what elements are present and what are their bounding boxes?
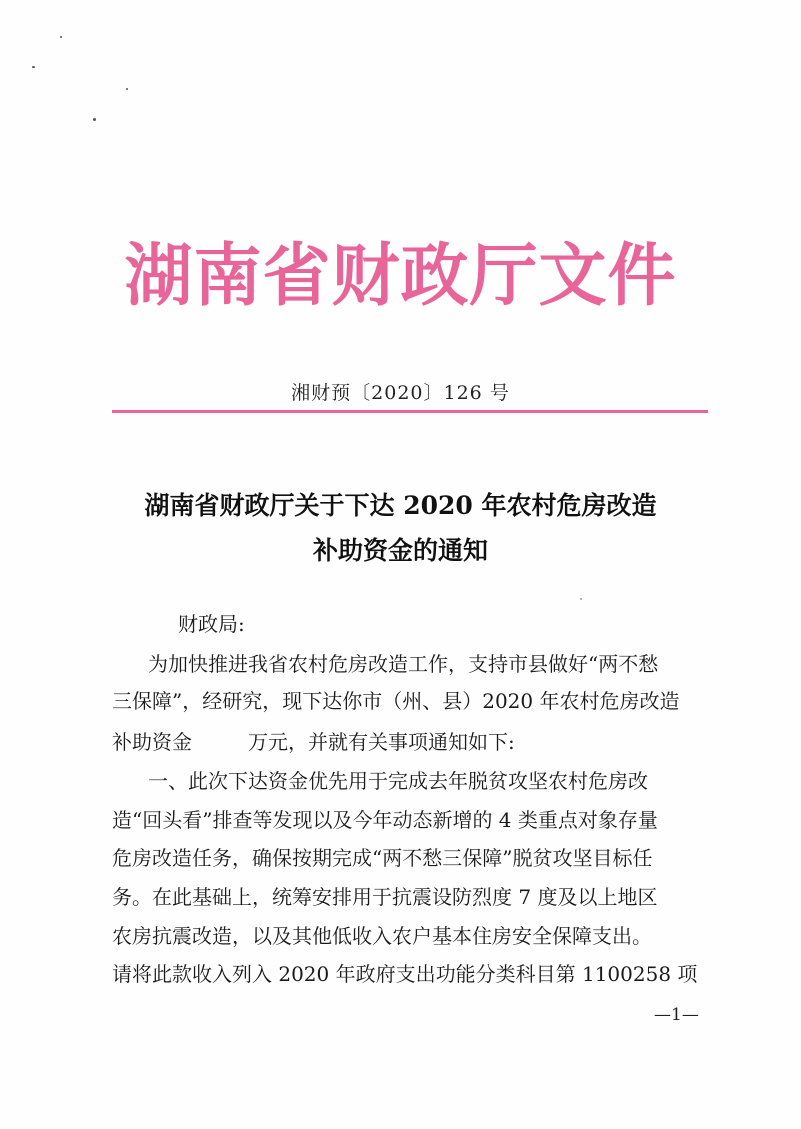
scan-speck (580, 598, 582, 600)
paragraph1-line3 (112, 732, 712, 752)
page-number: —1— (654, 1005, 699, 1025)
paragraph1-line1: 为加快推进我省农村危房改造工作，支持市县做好“两不愁 (148, 652, 659, 676)
paragraph1-line2: 三保障”，经研究，现下达你市（州、县）2020 年农村危房改造 (112, 689, 680, 713)
paragraph2-line2: 造“回头看”排查等发现以及今年动态新增的 4 类重点对象存量 (112, 808, 658, 832)
red-separator-line (112, 410, 708, 413)
paragraph1-line3-start: 补助资金 (112, 730, 192, 754)
document-masthead: 湖南省财政厅文件 (124, 237, 677, 316)
paragraph2-line5: 农房抗震改造，以及其他低收入农户基本住房安全保障支出。 (112, 924, 652, 948)
scan-speck (93, 118, 96, 121)
document-title-line-1: 湖南省财政厅关于下达 2020 年农村危房改造 (144, 491, 657, 520)
scan-speck (60, 36, 62, 38)
paragraph2-line4: 务。在此基础上，统筹安排用于抗震设防烈度 7 度及以上地区 (112, 885, 658, 909)
paragraph2-line6: 请将此款收入列入 2020 年政府支出功能分类科目第 1100258 项 (112, 962, 698, 986)
document-number: 湘财预〔2020〕126 号 (291, 382, 510, 404)
paragraph1-line3-end: 万元，并就有关事项通知如下: (248, 730, 515, 754)
salutation: 财政局: (178, 612, 245, 636)
paragraph2-line3: 危房改造任务，确保按期完成“两不愁三保障”脱贫攻坚目标任 (112, 846, 653, 870)
scan-speck (32, 66, 35, 68)
document-title-line-2: 补助资金的通知 (312, 536, 488, 565)
paragraph2-line1: 一、此次下达资金优先用于完成去年脱贫攻坚农村危房改 (148, 769, 648, 793)
scan-speck (126, 88, 128, 90)
